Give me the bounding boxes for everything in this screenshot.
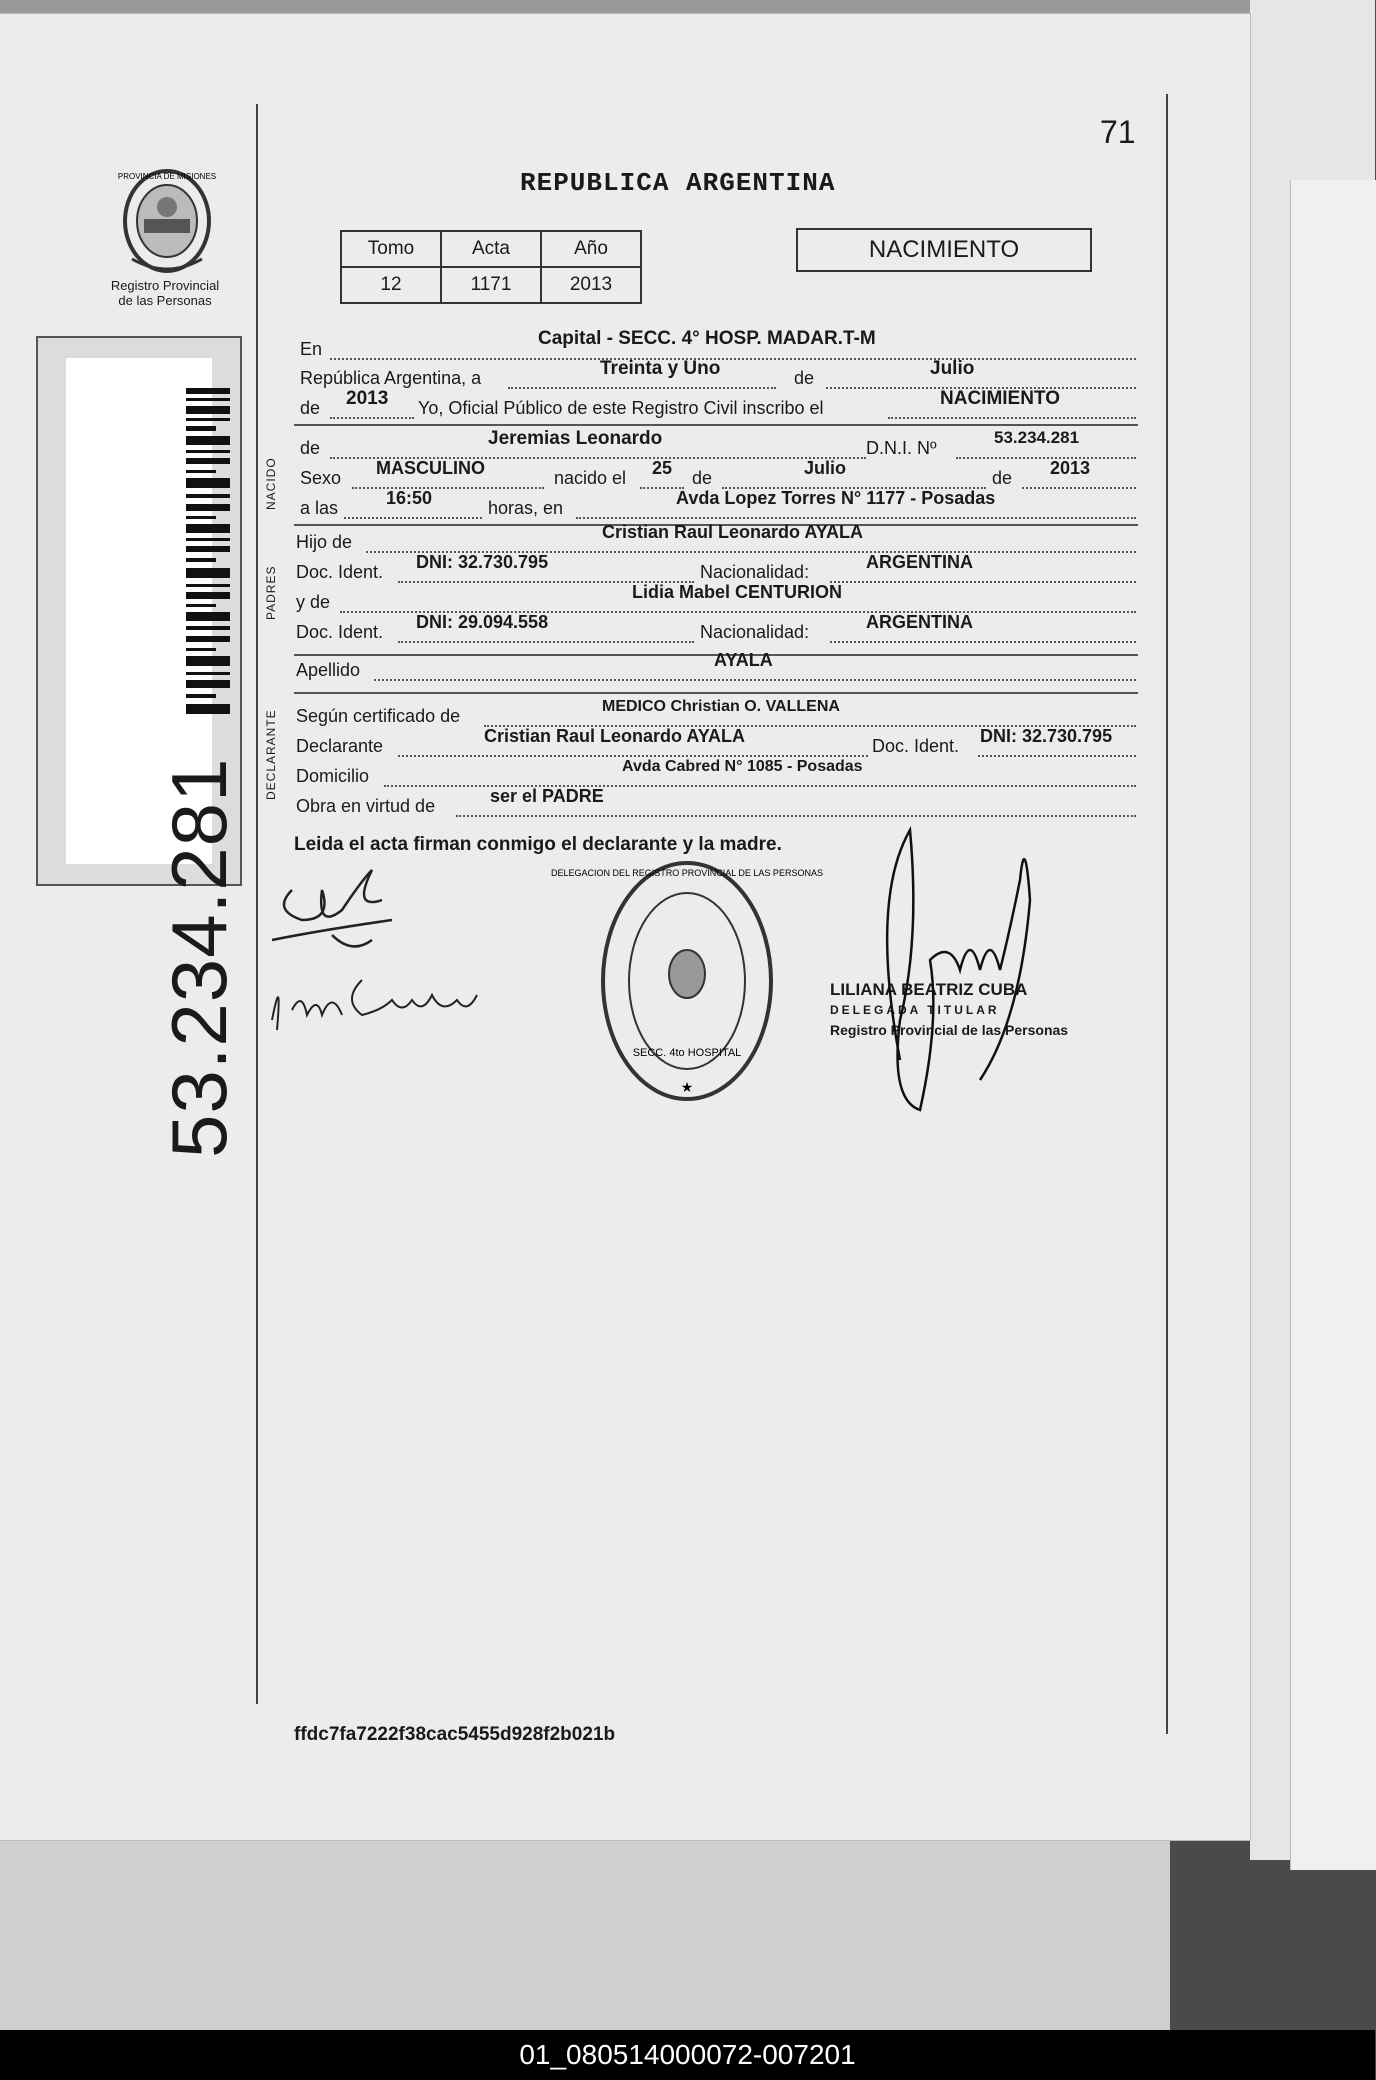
value-padre-nac: ARGENTINA <box>866 552 973 572</box>
stamp-inner-text: SECC. 4to HOSPITAL <box>632 1047 742 1059</box>
right-margin-rule <box>1166 94 1168 1734</box>
dotted-line <box>508 387 776 389</box>
value-madre: Lidia Mabel CENTURION <box>632 582 843 602</box>
label-yo-oficial: Yo, Oficial Público de este Registro Civil inscribo el <box>418 398 824 418</box>
label-dni: D.N.I. Nº <box>866 438 937 458</box>
label-nacionalidad-madre: Nacionalidad: <box>700 622 810 642</box>
value-apellido: AYALA <box>714 650 773 670</box>
dotted-line <box>888 417 1136 419</box>
value-dia-letras: Treinta y Uno <box>600 358 721 379</box>
value-mes-nac: Julio <box>804 458 847 478</box>
official-title: DELEGADA TITULAR <box>830 1003 1000 1017</box>
value-madre-dni: DNI: 29.094.558 <box>416 612 549 632</box>
label-horas-en: horas, en <box>488 498 564 518</box>
table-value-tomo: 12 <box>341 267 441 303</box>
official-stamp-icon <box>551 856 823 1106</box>
label-de-anio-nac: de <box>992 468 1013 488</box>
left-margin-rule <box>256 104 258 1704</box>
side-label-declarante: DECLARANTE <box>264 709 278 800</box>
dotted-line <box>830 641 1136 643</box>
value-dia-nac: 25 <box>652 458 673 478</box>
label-domicilio: Domicilio <box>296 766 370 786</box>
label-nacido-el: nacido el <box>554 468 627 488</box>
section-divider <box>294 424 1138 426</box>
value-dni: 53.234.281 <box>994 428 1080 447</box>
label-nacionalidad-padre: Nacionalidad: <box>700 562 810 582</box>
table-header-anio: Año <box>541 231 641 267</box>
stamp-text: DELEGACION DEL REGISTRO PROVINCIAL DE LAS PERSONAS <box>551 868 823 878</box>
dotted-line <box>344 517 482 519</box>
label-segun-certificado: Según certificado de <box>296 706 461 726</box>
barcode-dni-number: 53.234.281 <box>155 757 243 1158</box>
background-sheet-right-inner <box>1290 180 1376 1870</box>
dotted-line <box>1022 487 1136 489</box>
dotted-line <box>956 457 1136 459</box>
section-divider <box>294 692 1138 694</box>
registro-label <box>90 278 240 308</box>
value-declarante: Cristian Raul Leonardo AYALA <box>484 726 746 746</box>
dotted-line <box>374 679 1136 681</box>
label-de-mes: de <box>692 468 713 488</box>
barcode-icon <box>186 388 230 718</box>
value-anio-nac: 2013 <box>1050 458 1091 478</box>
label-apellido: Apellido <box>296 660 361 680</box>
scan-footer-id: 01_080514000072-007201 <box>0 2030 1375 2080</box>
label-de: de <box>794 368 815 388</box>
official-name: LILIANA BEATRIZ CUBA <box>830 980 1028 999</box>
value-declarante-dni: DNI: 32.730.795 <box>980 726 1113 746</box>
label-declarante: Declarante <box>296 736 384 756</box>
value-hora: 16:50 <box>386 488 433 508</box>
label-sexo: Sexo <box>300 468 342 488</box>
label-doc-ident-declarante: Doc. Ident. <box>872 736 960 756</box>
label-y-de: y de <box>296 592 331 612</box>
table-header-tomo: Tomo <box>341 231 441 267</box>
dotted-line <box>398 755 868 757</box>
dni-barcode-block <box>36 336 243 1158</box>
value-domicilio: Avda Cabred N° 1085 - Posadas <box>622 758 863 775</box>
value-sexo: MASCULINO <box>376 458 485 478</box>
value-lugar-nac: Avda Lopez Torres N° 1177 - Posadas <box>676 488 996 508</box>
value-mes-acta: Julio <box>930 358 975 379</box>
emblem-text: PROVINCIA DE MISIONES <box>117 172 217 181</box>
barcode-panel <box>66 358 243 1158</box>
table-header-acta: Acta <box>441 231 541 267</box>
page-number: 71 <box>1100 114 1136 150</box>
registro-line1: Registro Provincial <box>110 278 220 293</box>
official-registry: Registro Provincial de las Personas <box>830 1022 1069 1038</box>
side-label-padres: PADRES <box>264 565 278 620</box>
label-de-nombre: de <box>300 438 321 458</box>
value-padre: Cristian Raul Leonardo AYALA <box>602 522 864 542</box>
table-value-anio: 2013 <box>541 267 641 303</box>
side-label-nacido: NACIDO <box>264 457 278 510</box>
label-a-las: a las <box>300 498 339 518</box>
father-signature-icon <box>262 860 412 960</box>
dotted-line <box>978 755 1136 757</box>
registro-line2: de las Personas <box>118 293 212 308</box>
registry-table <box>340 230 642 304</box>
birth-certificate-page <box>0 14 1250 1840</box>
value-nombre: Jeremias Leonardo <box>488 428 663 449</box>
label-doc-ident-padre: Doc. Ident. <box>296 562 384 582</box>
value-padre-dni: DNI: 32.730.795 <box>416 552 549 572</box>
label-hijo-de: Hijo de <box>296 532 353 552</box>
document-hash: ffdc7fa7222f38cac5455d928f2b021b <box>294 1724 616 1745</box>
country-title: REPUBLICA ARGENTINA <box>520 168 836 198</box>
provincial-emblem-icon <box>112 159 222 279</box>
dotted-line <box>398 641 694 643</box>
value-certificado: MEDICO Christian O. VALLENA <box>602 698 840 715</box>
label-de-anio: de <box>300 398 321 418</box>
closing-statement: Leida el acta firman conmigo el declarante y la madre. <box>294 834 782 855</box>
value-madre-nac: ARGENTINA <box>866 612 973 632</box>
dotted-line <box>330 358 1136 360</box>
label-obra-virtud: Obra en virtud de <box>296 796 436 816</box>
document-type-box: NACIMIENTO <box>796 228 1092 272</box>
value-anio-acta: 2013 <box>346 388 389 409</box>
dotted-line <box>330 417 414 419</box>
stamp-star-icon: ★ <box>680 1079 694 1095</box>
dotted-line <box>456 815 1136 817</box>
label-doc-ident-madre: Doc. Ident. <box>296 622 384 642</box>
label-republica-a: República Argentina, a <box>300 368 482 388</box>
dotted-line <box>352 487 544 489</box>
table-value-acta: 1171 <box>441 267 541 303</box>
mother-signature-icon <box>262 960 502 1040</box>
value-en-virtud: ser el PADRE <box>490 786 604 806</box>
official-signature-icon <box>860 820 1060 1114</box>
value-lugar: Capital - SECC. 4° HOSP. MADAR.T-M <box>538 328 876 349</box>
background-sheet-bottom <box>0 1830 1170 2030</box>
dotted-line <box>830 581 1136 583</box>
dotted-line <box>576 517 1136 519</box>
value-tipo: NACIMIENTO <box>940 388 1060 409</box>
label-en: En <box>300 339 323 359</box>
